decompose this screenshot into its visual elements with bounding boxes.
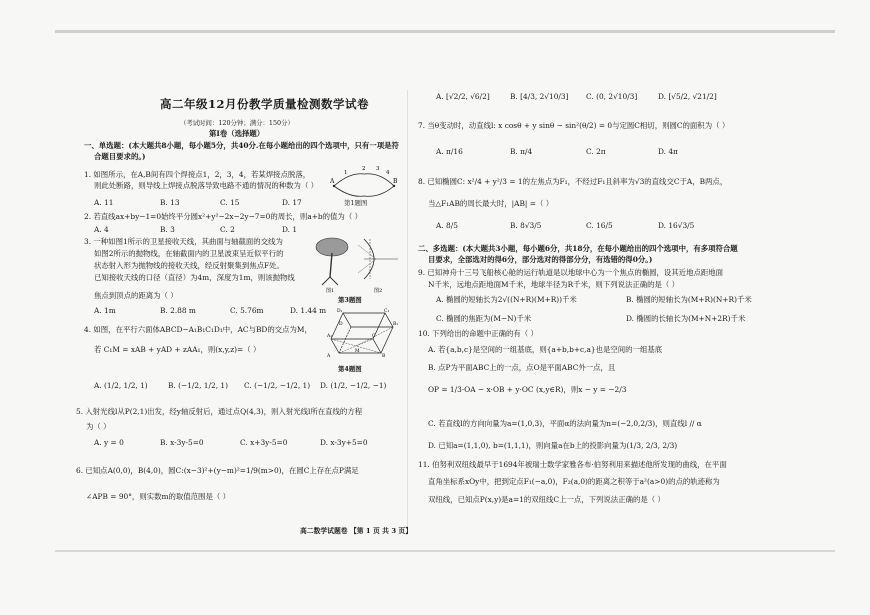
fig3-caption: 第3题图 xyxy=(338,296,362,304)
q5-option-d: D. x-3y+5=0 xyxy=(320,438,368,447)
q6-text-1: 6. 已知点A(0,0)，B(4,0)，圆C:(x−3)²+(y−m)²=1/9(m>0)，在圆C上存在点P满足 xyxy=(76,466,359,475)
q3-option-d: D. 1.44 m xyxy=(290,306,327,315)
q9-option-c: C. 椭圆的焦距为(M−N)千米 xyxy=(436,314,532,323)
q3-option-c: C. 5.76m xyxy=(230,306,264,315)
fig3-satellite-dish xyxy=(312,233,400,293)
q10-option-c: C. 若直线l的方向向量为a=(1,0,3)，平面α的法向量为n=(−2,0,2/3)，则直线l // α xyxy=(428,419,702,428)
q8-option-d: D. 16√3/5 xyxy=(658,221,695,230)
exam-title: 高二年级12月份教学质量检测数学试卷 xyxy=(160,97,370,111)
q5-text-2: 为（ ） xyxy=(86,422,111,431)
svg-text:A: A xyxy=(330,178,335,185)
q2-option-b: B. 3 xyxy=(160,225,175,234)
svg-text:B: B xyxy=(393,178,398,185)
q9-option-b: B. 椭圆的短轴长为(M+R)(N+R)千米 xyxy=(626,295,752,304)
fig1-caption: 第1题图 xyxy=(344,199,368,207)
section1-instructions: 一、单选题：(本大题共8小题，每小题5分，共40分.在每小题给出的四个选项中，只有一项是符 xyxy=(84,141,399,150)
part-heading: 第Ⅰ卷（选择题） xyxy=(209,129,265,138)
svg-text:B: B xyxy=(382,354,386,359)
svg-text:D₁: D₁ xyxy=(337,309,343,314)
q5-option-b: B. x-3y-5=0 xyxy=(160,438,204,447)
q4-option-d: D. (1/2, −1/2, −1) xyxy=(320,381,387,390)
q8-text-1: 8. 已知椭圆C: x²/4 + y²/3 = 1的左焦点为F₁，不经过F₁且斜率为√3的直线交C于A，B两点， xyxy=(418,177,728,186)
q6-option-c: C. (0, 2√10/3] xyxy=(586,92,638,101)
q3-text-5: 焦点到顶点的距离为（ ） xyxy=(94,291,178,300)
q4-option-c: C. (−1/2, −1/2, 1) xyxy=(244,381,311,390)
q4-text-2: 若 C₁M = xAB + yAD + zAA₁，则(x,y,z)=（ ） xyxy=(94,345,261,354)
svg-text:C₁: C₁ xyxy=(384,309,390,314)
q2-option-c: C. 2 xyxy=(220,225,235,234)
exam-meta: （考试时间：120分钟；满分：150分） xyxy=(180,119,294,127)
q1-option-b: B. 13 xyxy=(160,198,180,207)
q9-text-2: N千米，远地点距地面M千米，地球半径为R千米，则下列说法正确的是（ ） xyxy=(428,280,680,289)
q10-option-b: B. 点P为平面ABC上的一点，点O是平面ABC外一点，且 xyxy=(428,363,616,372)
section2-instructions: 二、多选题：(本大题共3小题，每小题6分，共18分，在每小题给出的四个选项中，有多项符合题 xyxy=(418,244,738,253)
q8-option-b: B. 8√3/5 xyxy=(510,221,542,230)
q1-option-d: D. 17 xyxy=(282,198,302,207)
q2-option-a: A. 4 xyxy=(94,225,109,234)
svg-text:A: A xyxy=(327,354,331,359)
q7-option-a: A. π/16 xyxy=(436,147,463,156)
svg-text:图2: 图2 xyxy=(374,288,383,294)
q1-option-c: C. 15 xyxy=(220,198,240,207)
q9-option-a: A. 椭圆的短轴长为2√((N+R)(M+R))千米 xyxy=(436,295,577,304)
svg-text:3: 3 xyxy=(376,166,380,172)
fig1-circuit-diagram xyxy=(330,162,398,202)
svg-text:4: 4 xyxy=(386,170,390,176)
column-divider xyxy=(407,90,408,530)
q8-text-2: 当△F₁AB的周长最大时，|AB| =（ ） xyxy=(428,199,554,208)
q11-text-2: 直角坐标系xOy中，把到定点F₁(−a,0)，F₂(a,0)的距离之积等于a²(a>0)的点的轨迹称为 xyxy=(428,477,720,486)
q3-text-2: 如图2所示的抛物线，在轴截面内的卫星波束呈近似平行的 xyxy=(94,249,284,258)
section1-instructions-2: 合题目要求的。) xyxy=(94,152,146,161)
q3-option-a: A. 1m xyxy=(94,306,116,315)
left-column xyxy=(72,0,397,615)
page-footer: 高二数学试题卷 【第 1 页 共 3 页】 xyxy=(300,527,413,535)
q10-option-d: D. 已知a=(1,1,0), b=(1,1,1)，则向量a在b上的投影向量为(1/3, 2/3, 2/3) xyxy=(428,441,678,450)
svg-text:C: C xyxy=(372,334,376,339)
section2-instructions-2: 目要求，全部选对的得6分，部分选对的得部分分，有选错的得0分。) xyxy=(428,255,653,264)
fig4-caption: 第4题图 xyxy=(338,365,362,373)
q3-text-4: 已知接收天线的口径（直径）为4m，深度为1m，则该抛物线 xyxy=(94,273,295,282)
q4-text-1: 4. 如图，在平行六面体ABCD−A₁B₁C₁D₁中，AC与BD的交点为M， xyxy=(84,325,312,334)
svg-text:M: M xyxy=(355,349,360,354)
right-column xyxy=(418,0,828,615)
q5-text-1: 5. 入射光线l从P(2,1)出发，经y轴反射后，通过点Q(4,3)，则入射光线l所在直线的方程 xyxy=(76,407,363,416)
q9-text-1: 9. 已知神舟十三号飞船核心舱的运行轨道是以地球中心为一个焦点的椭圆，设其近地点距地面 xyxy=(418,268,724,277)
q5-option-a: A. y = 0 xyxy=(94,438,124,447)
q8-option-a: A. 8/5 xyxy=(436,221,458,230)
svg-text:B₁: B₁ xyxy=(393,322,399,327)
q6-option-d: D. [√5/2, √21/2] xyxy=(658,92,717,101)
svg-text:图1: 图1 xyxy=(326,288,335,294)
q3-text-1: 3. 一种如图1所示的卫星接收天线，其曲面与轴截面的交线为 xyxy=(84,237,283,246)
svg-text:A₁: A₁ xyxy=(327,334,333,339)
q6-option-b: B. [4/3, 2√10/3] xyxy=(510,92,569,101)
q1-text: 1. 如图所示，在A,B间有四个焊接点1，2，3，4，若某焊接点脱落， xyxy=(84,170,311,179)
q1-option-a: A. 11 xyxy=(94,198,114,207)
svg-text:1: 1 xyxy=(344,170,348,176)
q1-text-2: 则此处断路，则导线上焊接点脱落导致电路不通的情况的种数为（ ） xyxy=(94,181,319,190)
q11-text-1: 11. 伯努利双纽线最早于1694年被瑞士数学家雅各布·伯努利用来描述他所发现的曲线，在平面 xyxy=(418,460,727,469)
q6-text-2: ∠APB = 90°，则实数m的取值范围是（ ） xyxy=(86,492,230,501)
q2-text: 2. 若直线ax+by−1=0始终平分圆x²+y²−2x−2y−7=0的周长，则a+b的值为（ ） xyxy=(84,212,362,221)
q10-option-a: A. 若{a,b,c}是空间的一组基底，则{a+b,b+c,a}也是空间的一组基底 xyxy=(428,345,663,354)
q3-option-b: B. 2.88 m xyxy=(160,306,196,315)
q4-option-b: B. (−1/2, 1/2, 1) xyxy=(168,381,228,390)
q5-option-c: C. x+3y-5=0 xyxy=(240,438,288,447)
q4-option-a: A. (1/2, 1/2, 1) xyxy=(94,381,148,390)
q10-text: 10. 下列给出的命题中正确的有（ ） xyxy=(418,329,538,338)
q8-option-c: C. 16/5 xyxy=(586,221,613,230)
q3-text-3: 状态射入形为抛物线的接收天线，经反射聚集到焦点F处。 xyxy=(94,261,284,270)
svg-text:2: 2 xyxy=(362,166,366,172)
q7-option-b: B. π/4 xyxy=(510,147,533,156)
q7-option-c: C. 2π xyxy=(586,147,606,156)
q6-option-a: A. [√2/2, √6/2] xyxy=(436,92,490,101)
q2-option-d: D. 1 xyxy=(282,225,298,234)
q7-text: 7. 当θ变动时，动直线l: x cosθ + y sinθ − sin²(θ/2) = 0与定圆C相切，则圆C的面积为（ ） xyxy=(418,121,730,130)
q9-option-d: D. 椭圆的长轴长为(M+N+2R)千米 xyxy=(626,314,746,323)
q11-text-3: 双纽线，已知点P(x,y)是a=1的双纽线C上一点，下列说法正确的是（ ） xyxy=(428,495,665,504)
q7-option-d: D. 4π xyxy=(658,147,678,156)
svg-text:D: D xyxy=(339,322,343,327)
q10-option-b-formula: OP = 1/3·OA − x·OB + y·OC (x,y∈R)，则x − y = −2/3 xyxy=(428,385,627,394)
fig4-parallelepiped xyxy=(327,305,397,363)
